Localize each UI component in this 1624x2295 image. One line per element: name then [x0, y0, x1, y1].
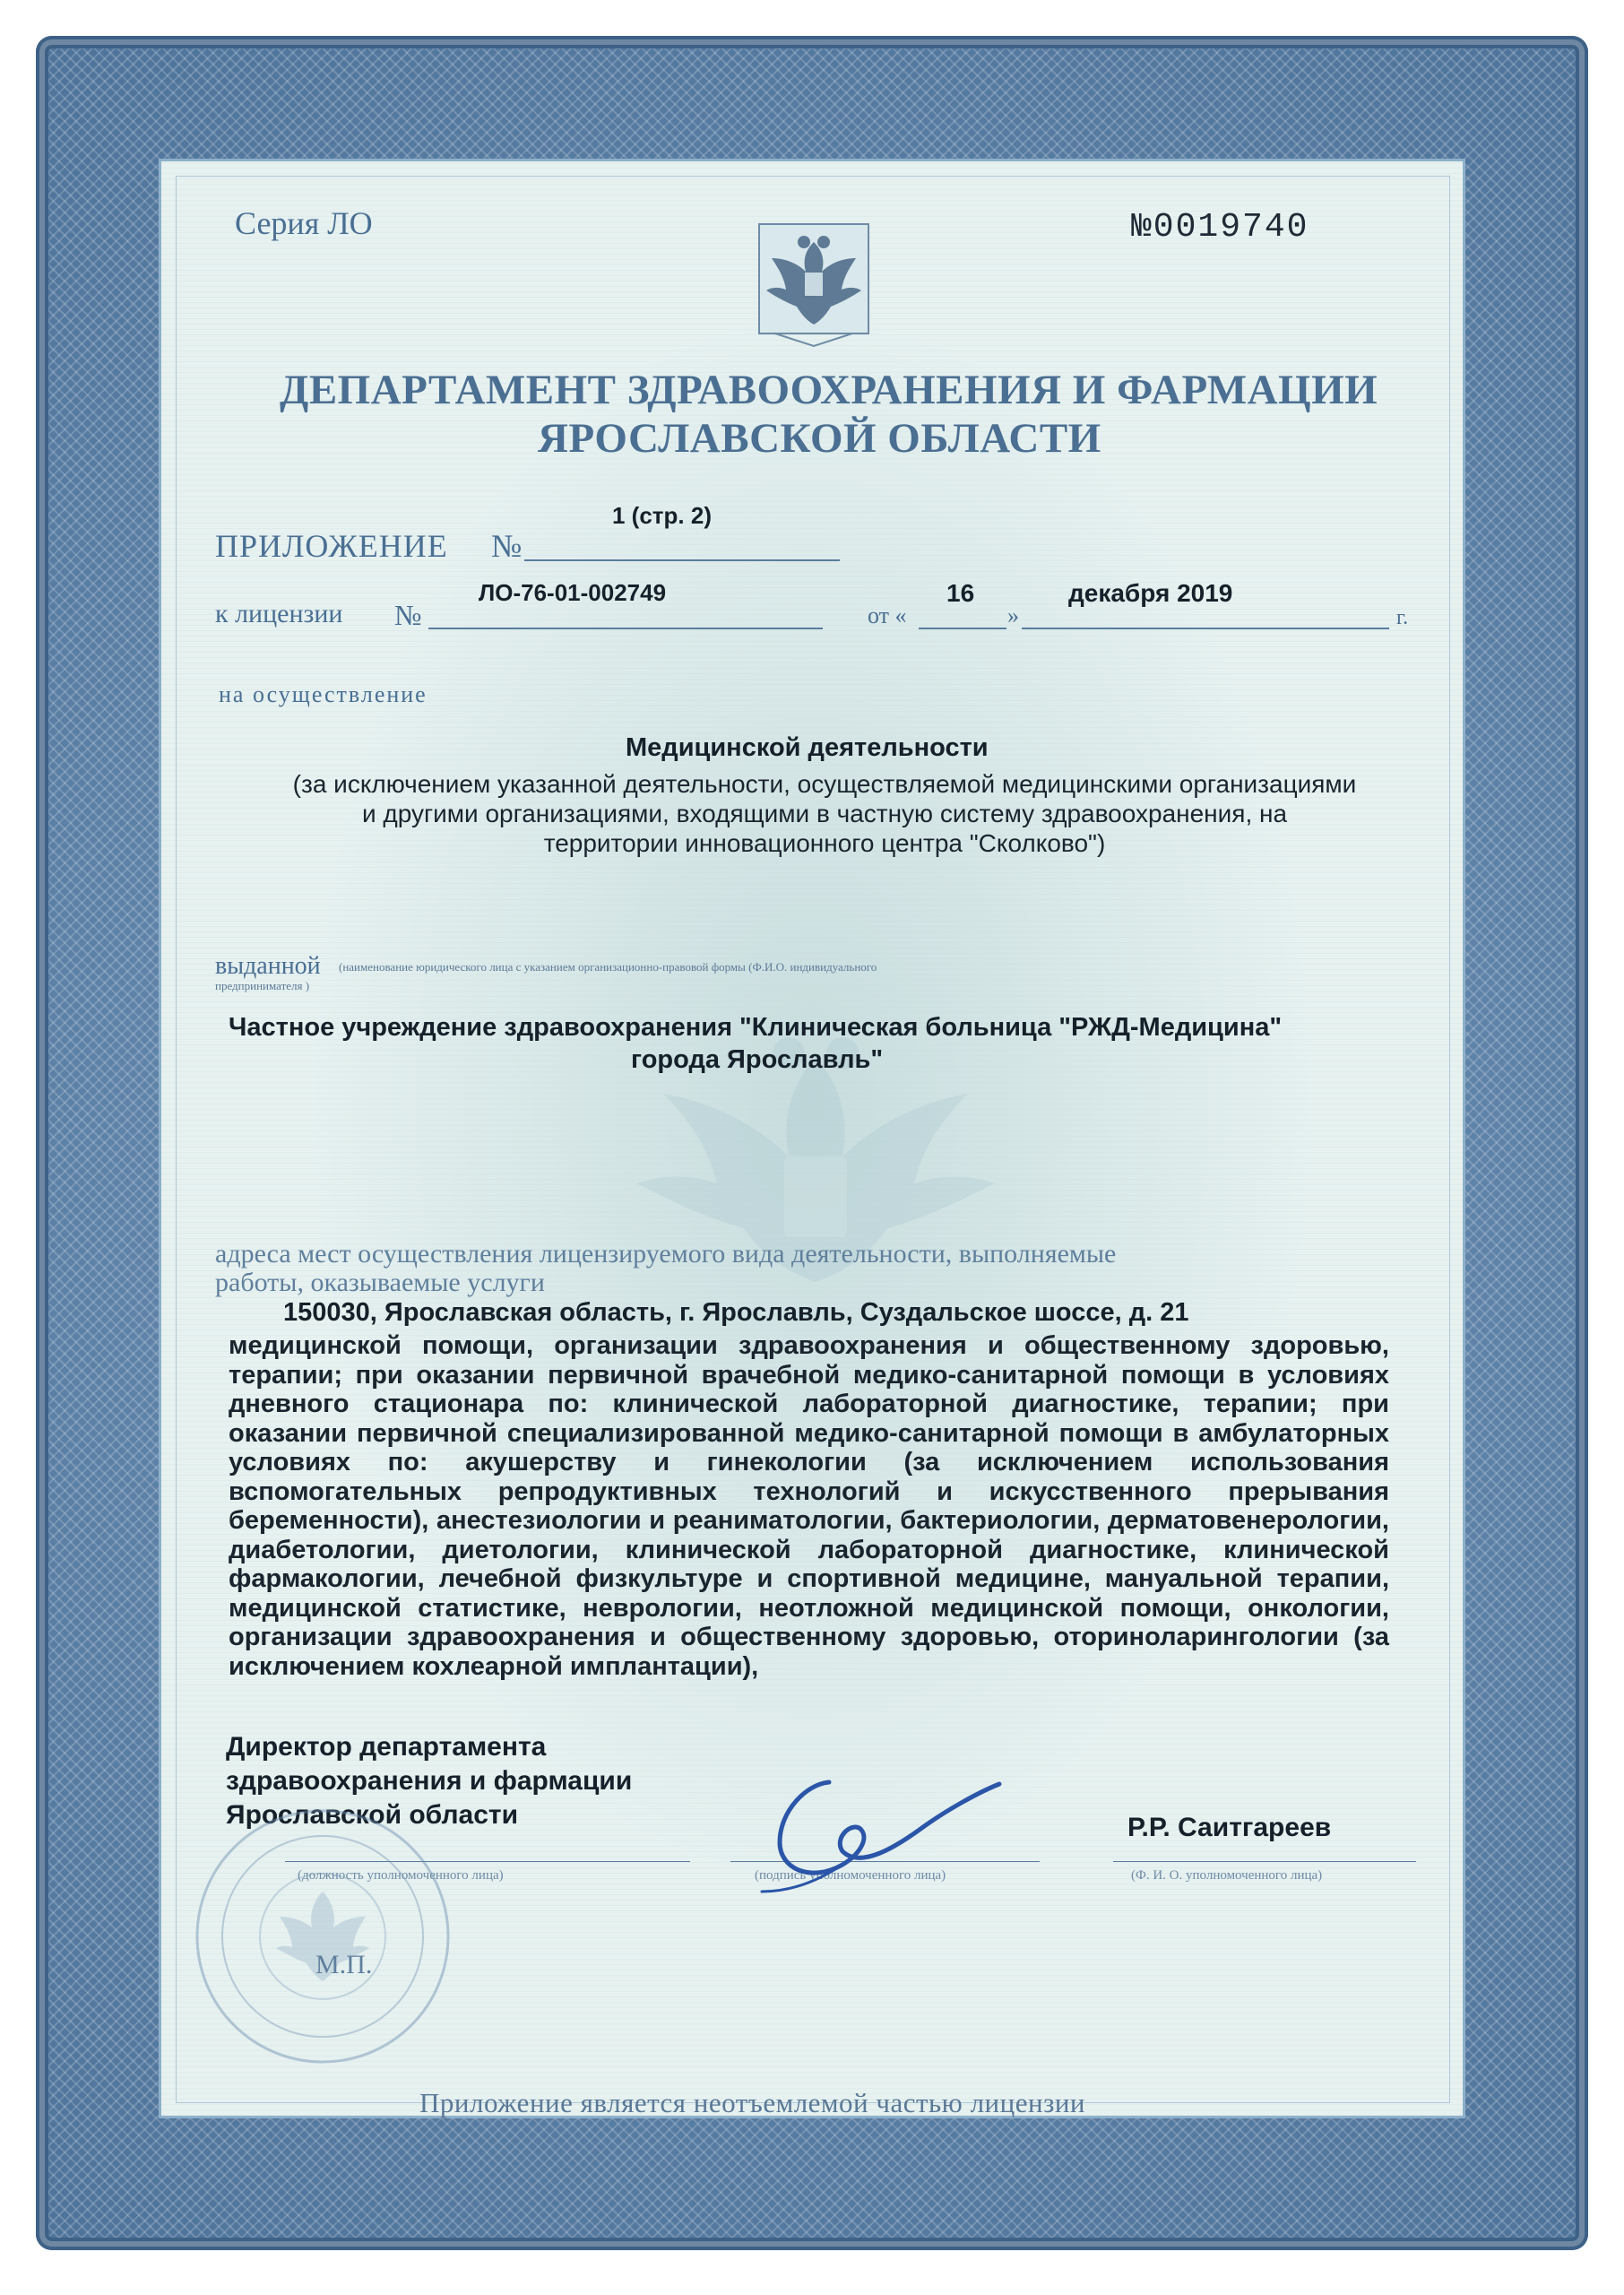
license-from-label: от «: [868, 602, 907, 628]
license-number-value: ЛО-76-01-002749: [479, 579, 667, 606]
signatory-name: Р.Р. Саитгареев: [1127, 1813, 1332, 1842]
organization-name-line2: города Ярославль": [631, 1045, 884, 1074]
license-date-underline: [1022, 628, 1389, 629]
footer-note: Приложение является неотъемлемой частью лицензии: [419, 2087, 1086, 2118]
services-text: медицинской помощи, организации здравоохранения и общественному здоровью, терапии; при оказании первичной врачебной медико-санитарной помощи в условиях дневного стационара по: клинической лабораторной диагностике, терапии; при оказании первичной специализированной медико-санитарной помощи в амбулаторных условиях по: акушерству и гинекологии (за исключением использования вспомогательных репродуктивных технологий и искусственного прерывания беременности), анестезиологии и реаниматологии, бактериологии, дерматовенерологии, диабетологии, диетологии, клинической лабораторной диагностике, клинической фармакологии, лечебной физкультуре и спортивной медицине, мануальной терапии, медицинской статистике, неврологии, неотложной медицинской помощи, онкологии, организации здравоохранения и общественному здоровью, оториноларингологии (за исключением кохлеарной имплантации),: [229, 1331, 1389, 1681]
license-label: к лицензии: [215, 599, 343, 628]
caption-name: (Ф. И. О. уполномоченного лица): [1131, 1868, 1323, 1883]
signatory-position-line2: здравоохранения и фармации: [226, 1766, 633, 1796]
license-number-sign: №: [394, 599, 422, 631]
activity-description-line1: (за исключением указанной деятельности, осуществляемой медицинскими организациями: [292, 770, 1357, 798]
official-seal-icon: [188, 1802, 457, 2071]
address-label-line1: адреса мест осуществления лицензируемого вида деятельности, выполняемые: [215, 1239, 1117, 1269]
appendix-label: ПРИЛОЖЕНИЕ: [215, 528, 448, 564]
caption-position: (должность уполномоченного лица): [298, 1868, 504, 1883]
license-day-underline: [919, 628, 1006, 629]
purpose-label: на осуществление: [219, 681, 428, 707]
caption-signature: (подпись уполномоченного лица): [755, 1868, 946, 1883]
appendix-underline: [524, 559, 840, 561]
issued-hint-line1: (наименование юридического лица с указанием организационно-правовой формы (Ф.И.О. индивидуального: [339, 960, 877, 974]
name-underline: [1113, 1861, 1416, 1862]
document-number: №0019740: [1131, 208, 1309, 247]
activity-description: [242, 769, 1407, 858]
license-month-year: декабря 2019: [1068, 579, 1233, 607]
issued-hint-line2: предпринимателя ): [215, 979, 310, 992]
series-label: Серия ЛО: [235, 205, 373, 241]
signature-icon: [744, 1757, 1013, 1901]
address-value: 150030, Ярославская область, г. Ярославль, Суздальское шоссе, д. 21: [283, 1298, 1189, 1327]
activity-description-line2: и другими организациями, входящими в частную систему здравоохранения, на: [361, 800, 1288, 827]
address-label-line2: работы, оказываемые услуги: [215, 1268, 545, 1297]
department-title-line1: ДЕПАРТАМЕНТ ЗДРАВООХРАНЕНИЯ И ФАРМАЦИИ: [280, 367, 1378, 413]
department-title-line2: ЯРОСЛАВСКОЙ ОБЛАСТИ: [538, 415, 1101, 462]
signatory-position-line3: Ярославской области: [226, 1800, 519, 1830]
license-day: 16: [946, 579, 975, 607]
organization-name-line1: Частное учреждение здравоохранения "Клиническая больница "РЖД-Медицина": [229, 1013, 1283, 1042]
license-number-underline: [428, 628, 823, 629]
coat-of-arms-icon: [757, 222, 870, 348]
appendix-value: 1 (стр. 2): [612, 502, 712, 529]
license-year-suffix: г.: [1396, 606, 1409, 629]
activity-description-line3: территории инновационного центра "Сколково"): [543, 829, 1106, 857]
activity-title: Медицинской деятельности: [626, 733, 989, 762]
issued-label: выданной: [215, 952, 321, 980]
stamp-place-label: М.П.: [315, 1950, 373, 1979]
signatory-position-line1: Директор департамента: [226, 1732, 547, 1762]
appendix-number-sign: №: [491, 528, 523, 564]
license-from-close: »: [1007, 602, 1019, 628]
